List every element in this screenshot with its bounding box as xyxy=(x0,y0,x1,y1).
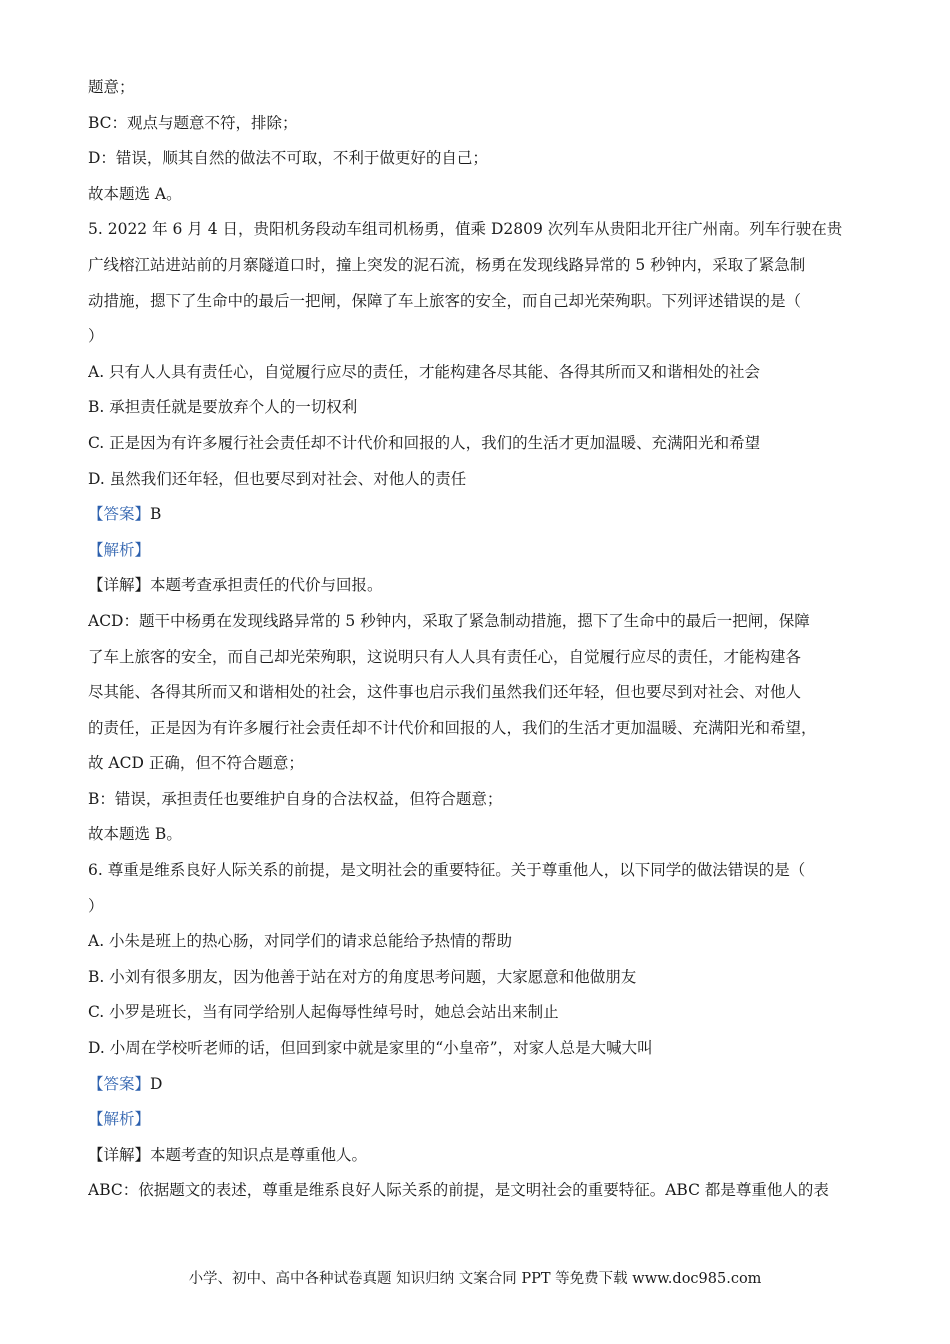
question-6-line: 6. 尊重是维系良好人际关系的前提，是文明社会的重要特征。关于尊重他人，以下同学的做法错误的是（ xyxy=(88,861,806,880)
question-5-option-b: B. 承担责任就是要放弃个人的一切权利 xyxy=(88,398,358,417)
detail-tag: 【详解】 xyxy=(88,1145,151,1164)
text-line: ACD：题干中杨勇在发现线路异常的 5 秒钟内，采取了紧急制动措施，摁下了生命中的最后一把闸，保障 xyxy=(88,611,810,630)
page-content xyxy=(88,70,878,1209)
page-footer: 小学、初中、高中各种试卷真题 知识归纳 文案合同 PPT 等免费下载 www.doc985.com xyxy=(188,1271,762,1287)
answer-tag: 【答案】 xyxy=(88,1074,151,1093)
question-5-option-d: D. 虽然我们还年轻，但也要尽到对社会、对他人的责任 xyxy=(88,469,467,488)
detail-text: 本题考查的知识点是尊重他人。 xyxy=(150,1145,368,1164)
question-5-line: 5. 2022 年 6 月 4 日，贵阳机务段动车组司机杨勇，值乘 D2809 次列车从贵阳北开往广州南。列车行驶在贵 xyxy=(88,220,843,239)
text-line: D：错误，顺其自然的做法不可取，不利于做更好的自己； xyxy=(88,149,488,168)
detail-tag: 【详解】 xyxy=(88,576,151,595)
text-line: ABC：依据题文的表述，尊重是维系良好人际关系的前提，是文明社会的重要特征。ABC 都是尊重他人的表 xyxy=(88,1181,829,1200)
text-line: 故本题选 B。 xyxy=(88,825,182,844)
question-6-option-a: A. 小朱是班上的热心肠，对同学们的请求总能给予热情的帮助 xyxy=(88,932,513,951)
question-5-line: ） xyxy=(88,327,104,346)
question-5-line: 动措施，摁下了生命中的最后一把闸，保障了车上旅客的安全，而自己却光荣殉职。下列评述错误的是（ xyxy=(88,291,802,310)
question-5-line: 广线榕江站进站前的月寨隧道口时，撞上突发的泥石流，杨勇在发现线路异常的 5 秒钟内，采取了紧急制 xyxy=(88,255,806,274)
text-line: 故 ACD 正确，但不符合题意； xyxy=(88,754,304,773)
analysis-tag: 【解析】 xyxy=(88,540,151,559)
text-line: 尽其能、各得其所而又和谐相处的社会，这件事也启示我们虽然我们还年轻，但也要尽到对社会、对他人 xyxy=(88,683,802,702)
analysis-tag: 【解析】 xyxy=(88,1110,151,1129)
text-line: BC：观点与题意不符，排除； xyxy=(88,113,298,132)
text-line: B：错误，承担责任也要维护自身的合法权益，但符合题意； xyxy=(88,789,503,808)
question-6-detail xyxy=(88,1138,878,1174)
question-6-analysis xyxy=(88,1102,878,1138)
text-line: 故本题选 A。 xyxy=(88,184,182,203)
answer-value: B xyxy=(150,505,162,524)
question-6-line: ） xyxy=(88,896,104,915)
question-5-analysis xyxy=(88,533,878,569)
answer-value: D xyxy=(150,1074,163,1093)
question-6-option-d: D. 小周在学校听老师的话，但回到家中就是家里的“小皇帝”，对家人总是大喊大叫 xyxy=(88,1039,653,1058)
question-6-option-c: C. 小罗是班长，当有同学给别人起侮辱性绰号时，她总会站出来制止 xyxy=(88,1003,559,1022)
text-line: 的责任，正是因为有许多履行社会责任却不计代价和回报的人，我们的生活才更加温暖、充满阳光和希望， xyxy=(88,718,817,737)
question-5-answer xyxy=(88,497,878,533)
question-5-detail xyxy=(88,568,878,604)
text-line: 了车上旅客的安全，而自己却光荣殉职，这说明只有人人具有责任心，自觉履行应尽的责任，才能构建各 xyxy=(88,647,802,666)
text-line: 题意； xyxy=(88,78,135,96)
question-6-option-b: B. 小刘有很多朋友，因为他善于站在对方的角度思考问题，大家愿意和他做朋友 xyxy=(88,967,637,986)
question-5-option-c: C. 正是因为有许多履行社会责任却不计代价和回报的人，我们的生活才更加温暖、充满阳光和希望 xyxy=(88,433,761,452)
answer-tag: 【答案】 xyxy=(88,505,151,524)
question-5-option-a: A. 只有人人具有责任心，自觉履行应尽的责任，才能构建各尽其能、各得其所而又和谐相处的社会 xyxy=(88,362,761,381)
detail-text: 本题考查承担责任的代价与回报。 xyxy=(150,576,383,595)
question-6-answer xyxy=(88,1067,878,1103)
